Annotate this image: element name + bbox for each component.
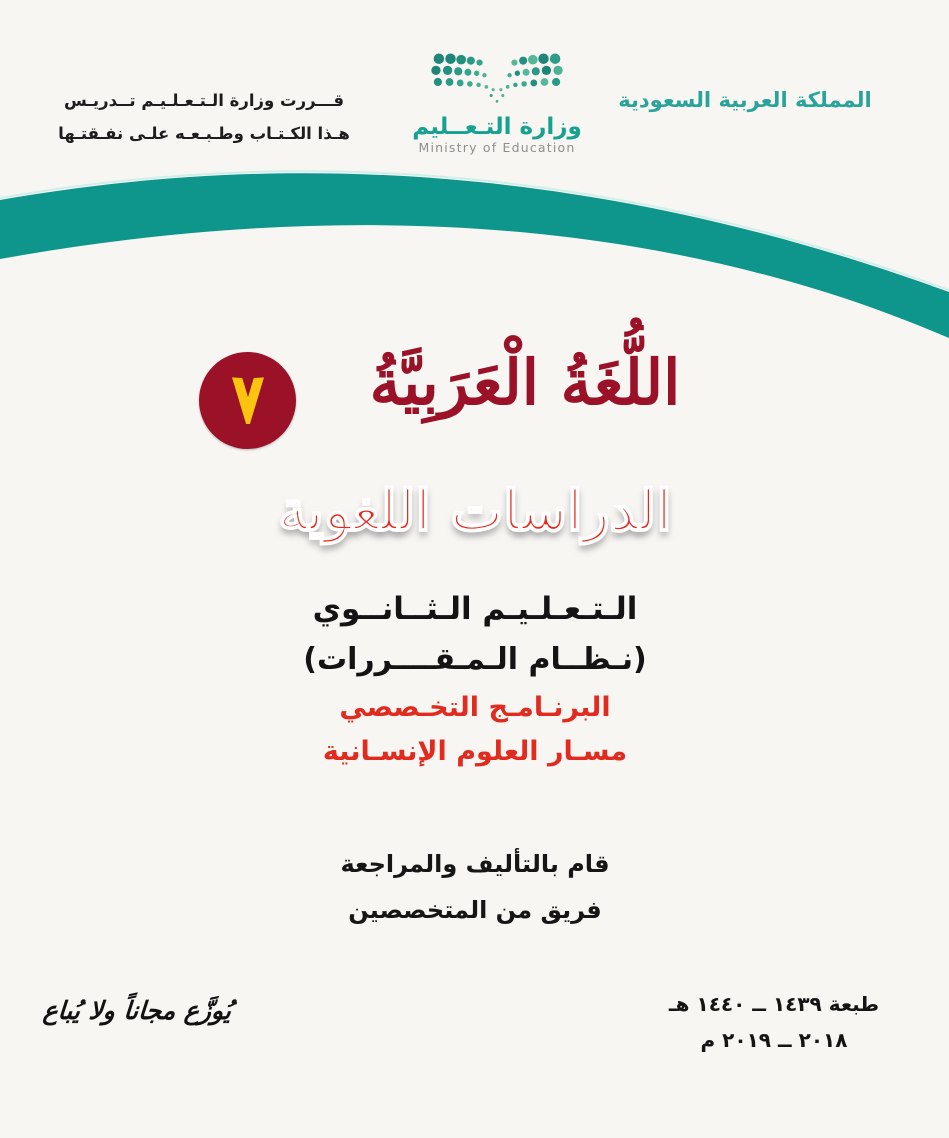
edition-hijri: طبعة ١٤٣٩ ــ ١٤٤٠ هـ bbox=[668, 992, 880, 1016]
ministry-palm-dots-icon bbox=[421, 50, 573, 112]
distribution-note: يُوزَّع مجاناً ولا يُباع bbox=[41, 996, 233, 1025]
seven-digit-icon bbox=[216, 369, 280, 433]
edition-gregorian: ٢٠١٨ ــ ٢٠١٩ م bbox=[700, 1028, 848, 1052]
ministry-wordmark-arabic: وزارة التـعــليم bbox=[412, 114, 582, 140]
decree-statement bbox=[58, 84, 350, 150]
ministry-wordmark-english: Ministry of Education bbox=[418, 140, 576, 155]
book-title: اللُّغَةُ الْعَرَبِيَّةُ bbox=[369, 345, 681, 419]
edition-dates bbox=[639, 986, 909, 1058]
education-stage: الـتـعـلـيـم الـثــانــوي bbox=[312, 591, 638, 627]
country-name: المملكة العربية السعودية bbox=[618, 88, 872, 112]
book-subtitle: الدراسات اللغوية bbox=[278, 477, 672, 544]
decree-line-1: قـــررت وزارة الـتـعـلـيـم تــدريـس bbox=[63, 91, 345, 110]
ministry-logo bbox=[402, 50, 592, 156]
authorship-line-2: فريق من المتخصصين bbox=[348, 896, 602, 924]
decree-line-2: هـذا الكـتـاب وطـبـعـه علـى نفـقتـها bbox=[58, 124, 350, 143]
program-track-line-1: البرنـامـج التخـصصي bbox=[339, 692, 611, 723]
level-badge bbox=[199, 352, 296, 449]
courses-system: (نـظــام الـمـقــــررات) bbox=[303, 642, 647, 677]
program-track-line-2: مسـار العلوم الإنسـانية bbox=[322, 736, 628, 767]
authorship-line-1: قام بالتأليف والمراجعة bbox=[340, 850, 610, 878]
